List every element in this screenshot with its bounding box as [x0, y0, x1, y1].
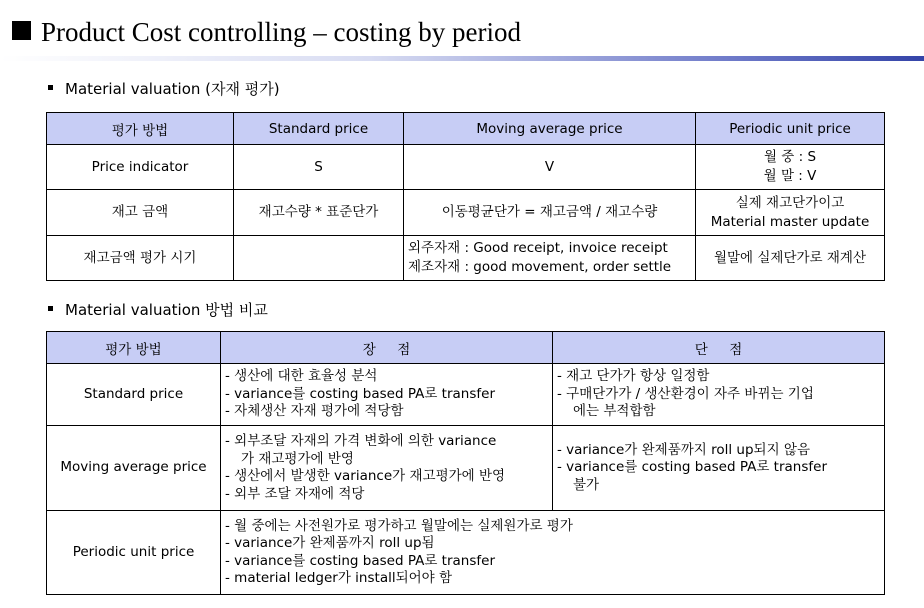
row-label: 재고금액 평가 시기 — [47, 236, 234, 281]
row-label: Moving average price — [47, 426, 221, 511]
header-cell: 단 점 — [553, 332, 885, 364]
header-cell: 평가 방법 — [47, 332, 221, 364]
row-label: Periodic unit price — [47, 511, 221, 595]
table-header-row — [47, 332, 885, 364]
table-cell — [234, 236, 404, 281]
table-cell: 월 중 : S 월 말 : V — [696, 145, 885, 190]
bullet-icon — [48, 85, 53, 90]
row-label: 재고 금액 — [47, 190, 234, 236]
table-cell: V — [404, 145, 696, 190]
table-row — [47, 364, 885, 426]
table-cell: 실제 재고단가이고 Material master update — [696, 190, 885, 236]
square-bullet-icon — [12, 21, 31, 40]
title-underline — [0, 56, 924, 61]
table-row — [47, 236, 885, 281]
table-cell: 외주자재 : Good receipt, invoice receipt 제조자재 : good movement, order settle — [404, 236, 696, 281]
row-label: Standard price — [47, 364, 221, 426]
header-cell: Periodic unit price — [696, 113, 885, 145]
pros-cell: - 외부조달 자재의 가격 변화에 의한 variance 가 재고평가에 반영 - 생산에서 발생한 variance가 재고평가에 반영 - 외부 조달 자재에 적당 — [221, 426, 553, 511]
cons-cell: - 재고 단가가 항상 일정함 - 구매단가가 / 생산환경이 자주 바뀌는 기업 에는 부적합함 — [553, 364, 885, 426]
section-heading-valuation: Material valuation (자재 평가) — [48, 79, 280, 99]
table-cell: 재고수량 * 표준단가 — [234, 190, 404, 236]
slide-title: Product Cost controlling – costing by period — [12, 14, 521, 50]
pros-cell: - 생산에 대한 효율성 분석 - variance를 costing based PA로 transfer - 자체생산 자재 평가에 적당함 — [221, 364, 553, 426]
table-cell: 월말에 실제단가로 재계산 — [696, 236, 885, 281]
section-heading-comparison: Material valuation 방법 비교 — [48, 300, 268, 320]
cons-cell: - variance가 완제품까지 roll up되지 않음 - variance를 costing based PA로 transfer 불가 — [553, 426, 885, 511]
combined-cell: - 월 중에는 사전원가로 평가하고 월말에는 실제원가로 평가 - variance가 완제품까지 roll up됨 - variance를 costing based PA로 transfer - material ledger가 install되어야 함 — [221, 511, 885, 595]
header-cell: 장 점 — [221, 332, 553, 364]
table-row — [47, 511, 885, 595]
table-row — [47, 190, 885, 236]
table-row — [47, 145, 885, 190]
valuation-table — [46, 112, 885, 281]
table-cell: 이동평균단가 = 재고금액 / 재고수량 — [404, 190, 696, 236]
table-header-row — [47, 113, 885, 145]
header-cell: 평가 방법 — [47, 113, 234, 145]
comparison-table — [46, 331, 885, 595]
table-cell: S — [234, 145, 404, 190]
row-label: Price indicator — [47, 145, 234, 190]
header-cell: Moving average price — [404, 113, 696, 145]
header-cell: Standard price — [234, 113, 404, 145]
bullet-icon — [48, 306, 53, 311]
table-row — [47, 426, 885, 511]
